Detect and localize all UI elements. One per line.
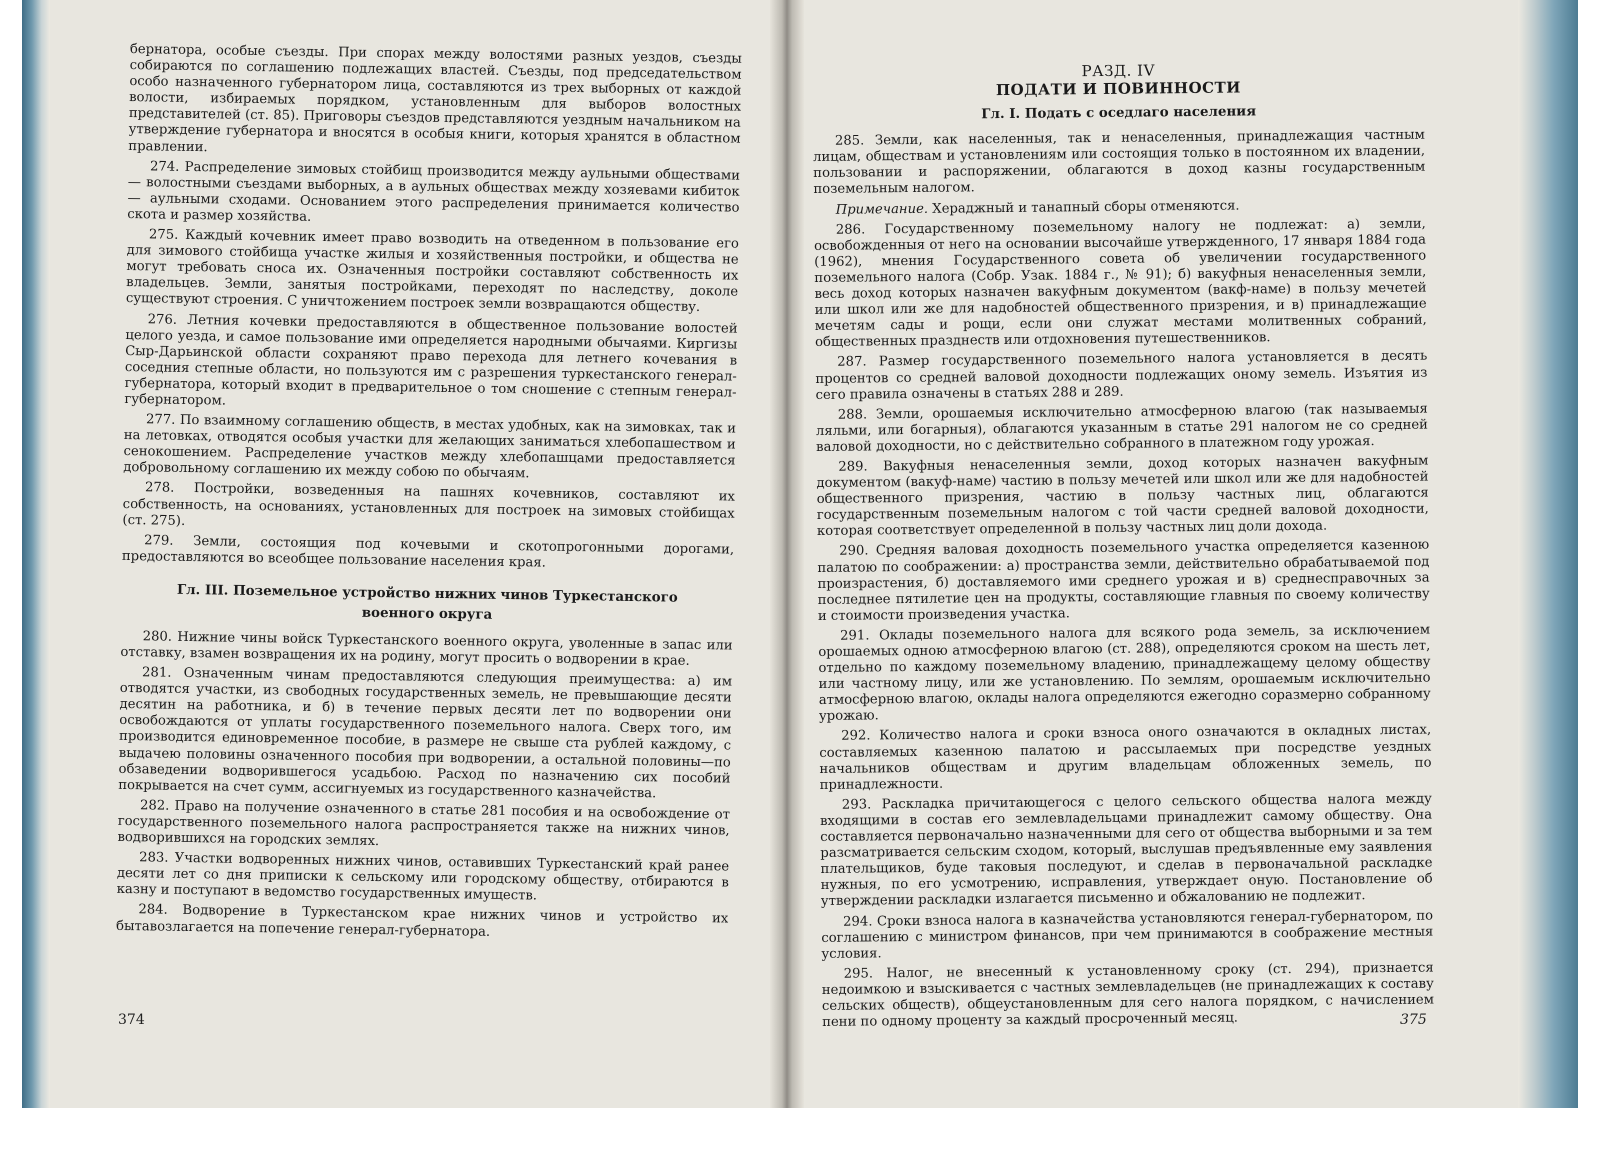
paragraph-274: 274. Распределение зимовых стойбищ производится между аульными обществами — волостными съездами выборных, а в аульных обществах между хозяевами кибиток — аульными сходами. Основанием этого распределения принимается количество скота и размер хозяйства.: [127, 158, 741, 225]
chapter-title-i: Гл. I. Подать с оседлаго населения: [981, 103, 1257, 123]
paragraph-295: 295. Налог, не внесенный к установленному сроку (ст. 294), признается недоимкою и взыскивается с частных землевладельцев (не принадлежащих к составу сельских обществ), общеустановленным для сего налога порядком, с начислением пени по одному проценту за каждый просроченный месяц.: [821, 960, 1435, 1031]
book-edge-left: [22, 0, 50, 1108]
note-label: Примечание.: [835, 201, 929, 218]
paragraph-285: 285. Земли, как населенныя, так и ненаселенныя, принадлежащия частным лицам, обществам и установлениям или состоящия только в постоянном их владении, пользовании и распоряжении, облагаются в доход казны государственным поземельным налогом.: [813, 127, 1426, 198]
paragraph-273-cont: бернатора, особые съезды. При спорах между волостями разных уездов, съезды собираются по соглашению подлежащих властей. Съезды, под председательством особо назначенного губернатором лица, составляются из трех выборных от каждой волости, избираемых порядком, установленным для выборов волостных представителей (ст. 85). Приговоры съездов представляются уездным начальником на утверждение губернатора и вносятся в особыя книги, которыя хранятся в областном правлении.: [128, 42, 742, 155]
paragraph-275: 275. Каждый кочевник имеет право возводить на отведенном в пользование его для зимового стойбища участке жилыя и хозяйственныя постройки, и общества не могут требовать сноса их. Означенныя постройки составляют собственность их владельцев. Земли, занятыя постройками, переходят по наследству, доколе существуют строения. С уничтожением построек земли возвращаются обществу.: [125, 227, 740, 316]
page-number-right: 375: [1400, 1012, 1427, 1028]
book-edge-right: [1518, 0, 1578, 1108]
paragraph-280: 280. Нижние чины войск Туркестанского военного округа, уволенные в запас или отставку, взамен возвращения их на родину, могут просить о водворении в крае.: [120, 629, 733, 669]
paragraph-276: 276. Летния кочевки предоставляются в общественное пользование волостей целого уезда, и самое пользование ими определяется народными обычаями. Киргизы Сыр-Дарьинской области сохраняют право перехода для летнего кочевания в соседния степные области, но пользуются им с разрешения туркестанского генерал-губернатора, который входит в предварительное о том сношение с степным генерал-губернатором.: [124, 311, 738, 409]
paragraph-288: 288. Земли, орошаемыя исключительно атмосферною влагою (так называемыя ляльми, или богарныя), облагаются указанным в статье 291 налогом не со средней валовой доходности, но с действительно собранного в платежном году урожая.: [815, 401, 1429, 455]
paragraph-284: 284. Водворение в Туркестанском крае нижних чинов и устройство их бытавозлагается на попечение генерал-губернатора.: [115, 902, 729, 940]
paragraph-282: 282. Право на получение означенного в статье 281 пособия и на освобождение от государственного поземельного налога распространяется также на нижних чинов, водворившихся на городских землях.: [117, 798, 731, 850]
section-heading: ПОДАТИ И ПОВИННОСТИ: [995, 78, 1241, 100]
paragraph-279: 279. Земли, состоящия под кочевыми и скотопрогонными дорогами, предоставляются во всеобщее пользование населения края.: [121, 533, 735, 571]
paragraph-281: 281. Означенным чинам предоставляются следующия преимущества: а) им отводятся участки, из свободных государственных земель, не превышающие десяти десятин на работника, и б) в течение первых десяти лет по водворении они освобождаются от уплаты государственного поземельного налога. Сверх того, им производится единовременное пособие, в размере не свыше ста рублей каждому, с выдачею половины означенного пособия при водворении, а остальной половины—по обзаведении водворившегося усадьбою. Расход по назначению сих пособий покрывается на счет сумм, ассигнуемых из государственного казначейства.: [118, 665, 733, 802]
note-paragraph: [814, 196, 1426, 219]
paragraph-277: 277. По взаимному соглашению обществ, в местах удобных, как на зимовках, так и на летовках, отводятся особыя участки для желающих заниматься хлебопашеством и сенокошением. Распределение участков между хлебопашцами предоставляется добровольному соглашению их между собою по обычаям.: [123, 412, 737, 482]
paragraph-290: 290. Средняя валовая доходность поземельного участка определяется казенною палатою по соображении: а) пространства земли, действительно обрабатываемой под произрастения, б) доставляемого ими среднего урожая и в) среднесправочных за последнее пятилетие цен на продукты, составляющие главныя по своему количеству и стоимости произведения участка.: [817, 538, 1430, 624]
note-text: Хераджный и танапный сборы отменяются.: [927, 198, 1240, 217]
section-title: РАЗД. IV: [1081, 61, 1155, 81]
paragraph-278: 278. Постройки, возведенныя на пашнях кочевников, составляют их собственность, на основаниях, установленных для построек на зимовых стойбищах (ст. 275).: [122, 480, 736, 529]
paragraph-293: 293. Раскладка причитающегося с целого сельского общества налога между входящими в состав его землевладельцами принадлежит самому обществу. Она составляется первоначально назначенными для сего от общества выборными и за тем разсматривается сельским сходом, который, выслушав предъявленные ему заявления плательщиков, буде таковыя последуют, и сделав в первоначальной раскладке нужныя, по его усмотрению, исправления, утверждает оную. Постановление об утверждении раскладки излагается письменно и обжалованию не подлежит.: [819, 791, 1433, 910]
paragraph-294: 294. Сроки взноса налога в казначейства установляются генерал-губернатором, по соглашению с министром финансов, при чем принимаются в соображение местныя условия.: [821, 908, 1434, 962]
page-number-left: 374: [118, 1012, 145, 1028]
paragraph-283: 283. Участки водворенных нижних чинов, оставивших Туркестанский край ранее десяти лет со дня приписки к сельскому или городскому обществу, отбираются в казну и поступают в ведомство государственных имуществ.: [116, 850, 730, 904]
left-page: [113, 42, 742, 1159]
paragraph-292: 292. Количество налога и сроки взноса оного означаются в окладных листах, составляемых казенною палатою и рассылаемых при посредстве уездных начальников обществам и другим владельцам обложенных земель, по принадлежности.: [819, 723, 1432, 793]
chapter-title-iii: Гл. III. Поземельное устройство нижних чинов Туркестанского военного округа: [176, 581, 678, 623]
paragraph-286: 286. Государственному поземельному налогу не подлежат: а) земли, освобожденныя от него на основании высочайше утвержденного, 17 января 1884 года (1962), мнения Государственного совета об увеличении государственного поземельного налога (Собр. Узак. 1884 г., № 91); б) вакуфныя ненаселенныя земли, весь доход которых назначен вакуфным документом (вакф-наме) в пользу мечетей или школ или же для надобностей общественного призрения, и в) принадлежащие мечетям сады и рощи, если они служат местами молитвенных собраний, общественных празднеств или отдохновения путешественников.: [813, 216, 1427, 351]
paragraph-291: 291. Оклады поземельного налога для всякого рода земель, за исключением орошаемых одною атмосферною влагою (ст. 288), определяются сроком на шесть лет, отдельно по каждому поземельному владению, принадлежащему целому обществу или частному лицу, или же установлению. По землям, орошаемым исключительно атмосферною влагою, оклады налога определяются ежегодно соразмерно собранному урожаю.: [818, 622, 1431, 725]
book-spine: [770, 0, 804, 1108]
paragraph-287: 287. Размер государственного поземельного налога установляется в десять процентов со средней валовой доходности подлежащих оному земель. Изъятия из сего правила означены в статьях 288 и 289.: [815, 348, 1428, 403]
paragraph-289: 289. Вакуфныя ненаселенныя земли, доход которых назначен вакуфным документом (вакуф-наме) частию в пользу мечетей или школ или же для надобностей общественного призрения, частию в пользу частных лиц, облагаются государственным поземельным налогом с той части средней валовой доходности, которая соответствует определенной в пользу частных лиц доли дохода.: [816, 453, 1429, 540]
right-page: [812, 46, 1436, 1160]
